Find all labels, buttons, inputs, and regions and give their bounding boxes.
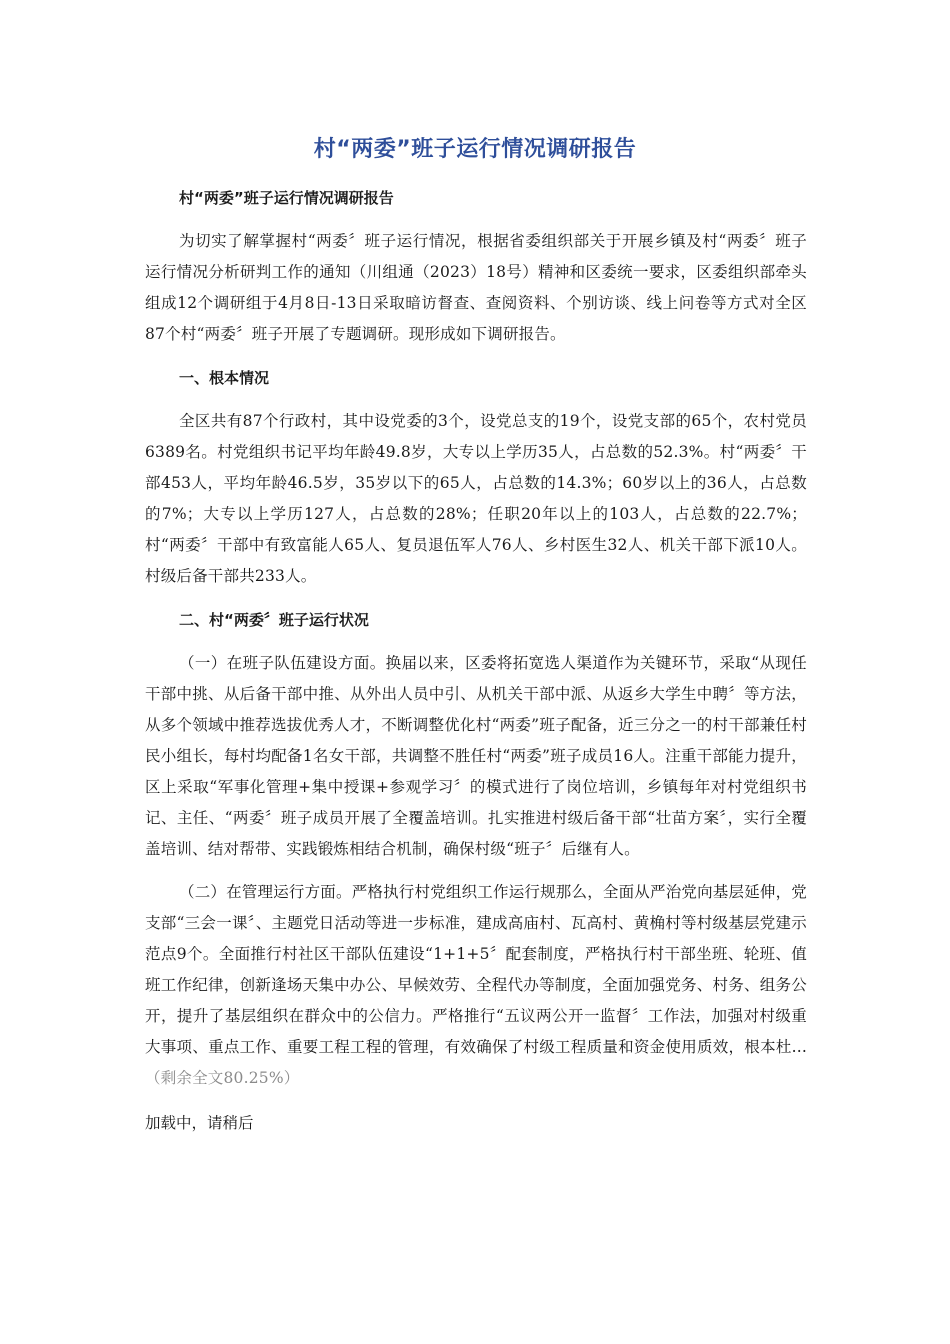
- section-1-paragraph: 全区共有87个行政村，其中设党委的3个，设党总支的19个，设党支部的65个，农村党员6389名。村党组织书记平均年龄49.8岁，大专以上学历35人，占总数的52.3%。村“两委〞干部453人，平均年龄46.5岁，35岁以下的65人，占总数的14.3%；60岁以上的36人，占总数的7%；大专以上学历127人，占总数的28%；任职20年以上的103人，占总数的22.7%；村“两委〞干部中有致富能人65人、复员退伍军人76人、乡村医生32人、机关干部下派10人。村级后备干部共233人。: [145, 412, 807, 585]
- intro-paragraph: 为切实了解掌握村“两委〞班子运行情况，根据省委组织部关于开展乡镇及村“两委〞班子运行情况分析研判工作的通知（川组通（2023）18号）精神和区委统一要求，区委组织部牵头组成12个调研组于4月8日-13日采取暗访督查、查阅资料、个别访谈、线上问卷等方式对全区87个村“两委〞班子开展了专题调研。现形成如下调研报告。: [145, 232, 807, 343]
- section-2-heading: 二、村“两委〞班子运行状况: [179, 611, 369, 629]
- remaining-text-indicator[interactable]: （剩余全文80.25%）: [145, 1069, 300, 1087]
- section-2-paragraph-2: [145, 877, 807, 1094]
- document-subtitle: 村“两委”班子运行情况调研报告: [179, 189, 394, 207]
- section-2-paragraph-1: （一）在班子队伍建设方面。换届以来，区委将拓宽选人渠道作为关键环节，采取“从现任干部中挑、从后备干部中推、从外出人员中引、从机关干部中派、从返乡大学生中聘〞等方法，从多个领域中推荐选拔优秀人才，不断调整优化村“两委”班子配备，近三分之一的村干部兼任村民小组长，每村均配备1名女干部，共调整不胜任村“两委”班子成员16人。注重干部能力提升，区上采取“军事化管理+集中授课+参观学习〞的模式进行了岗位培训，乡镇每年对村党组织书记、主任、“两委〞班子成员开展了全覆盖培训。扎实推进村级后备干部“壮苗方案〞，实行全覆盖培训、结对帮带、实践锻炼相结合机制，确保村级“班子〞后继有人。: [145, 654, 807, 858]
- section-1-heading: 一、根本情况: [179, 369, 270, 387]
- loading-message: 加载中，请稍后: [145, 1114, 254, 1132]
- document-title: 村“两委”班子运行情况调研报告: [313, 137, 637, 162]
- document-body: [145, 184, 807, 1139]
- section-2-paragraph-2-text: （二）在管理运行方面。严格执行村党组织工作运行规那么，全面从严治党向基层延伸，党支部“三会一课〞、主题党日活动等进一步标准，建成高庙村、瓦高村、黄桷村等村级基层党建示范点9个。全面推行村社区干部队伍建设“1+1+5〞配套制度，严格执行村干部坐班、轮班、值班工作纪律，创新逢场天集中办公、早候效劳、全程代办等制度，全面加强党务、村务、组务公开，提升了基层组织在群众中的公信力。严格推行“五议两公开一监督〞工作法，加强对村级重大事项、重点工作、重要工程工程的管理，有效确保了村级工程质量和资金使用质效，根本杜...: [145, 883, 808, 1056]
